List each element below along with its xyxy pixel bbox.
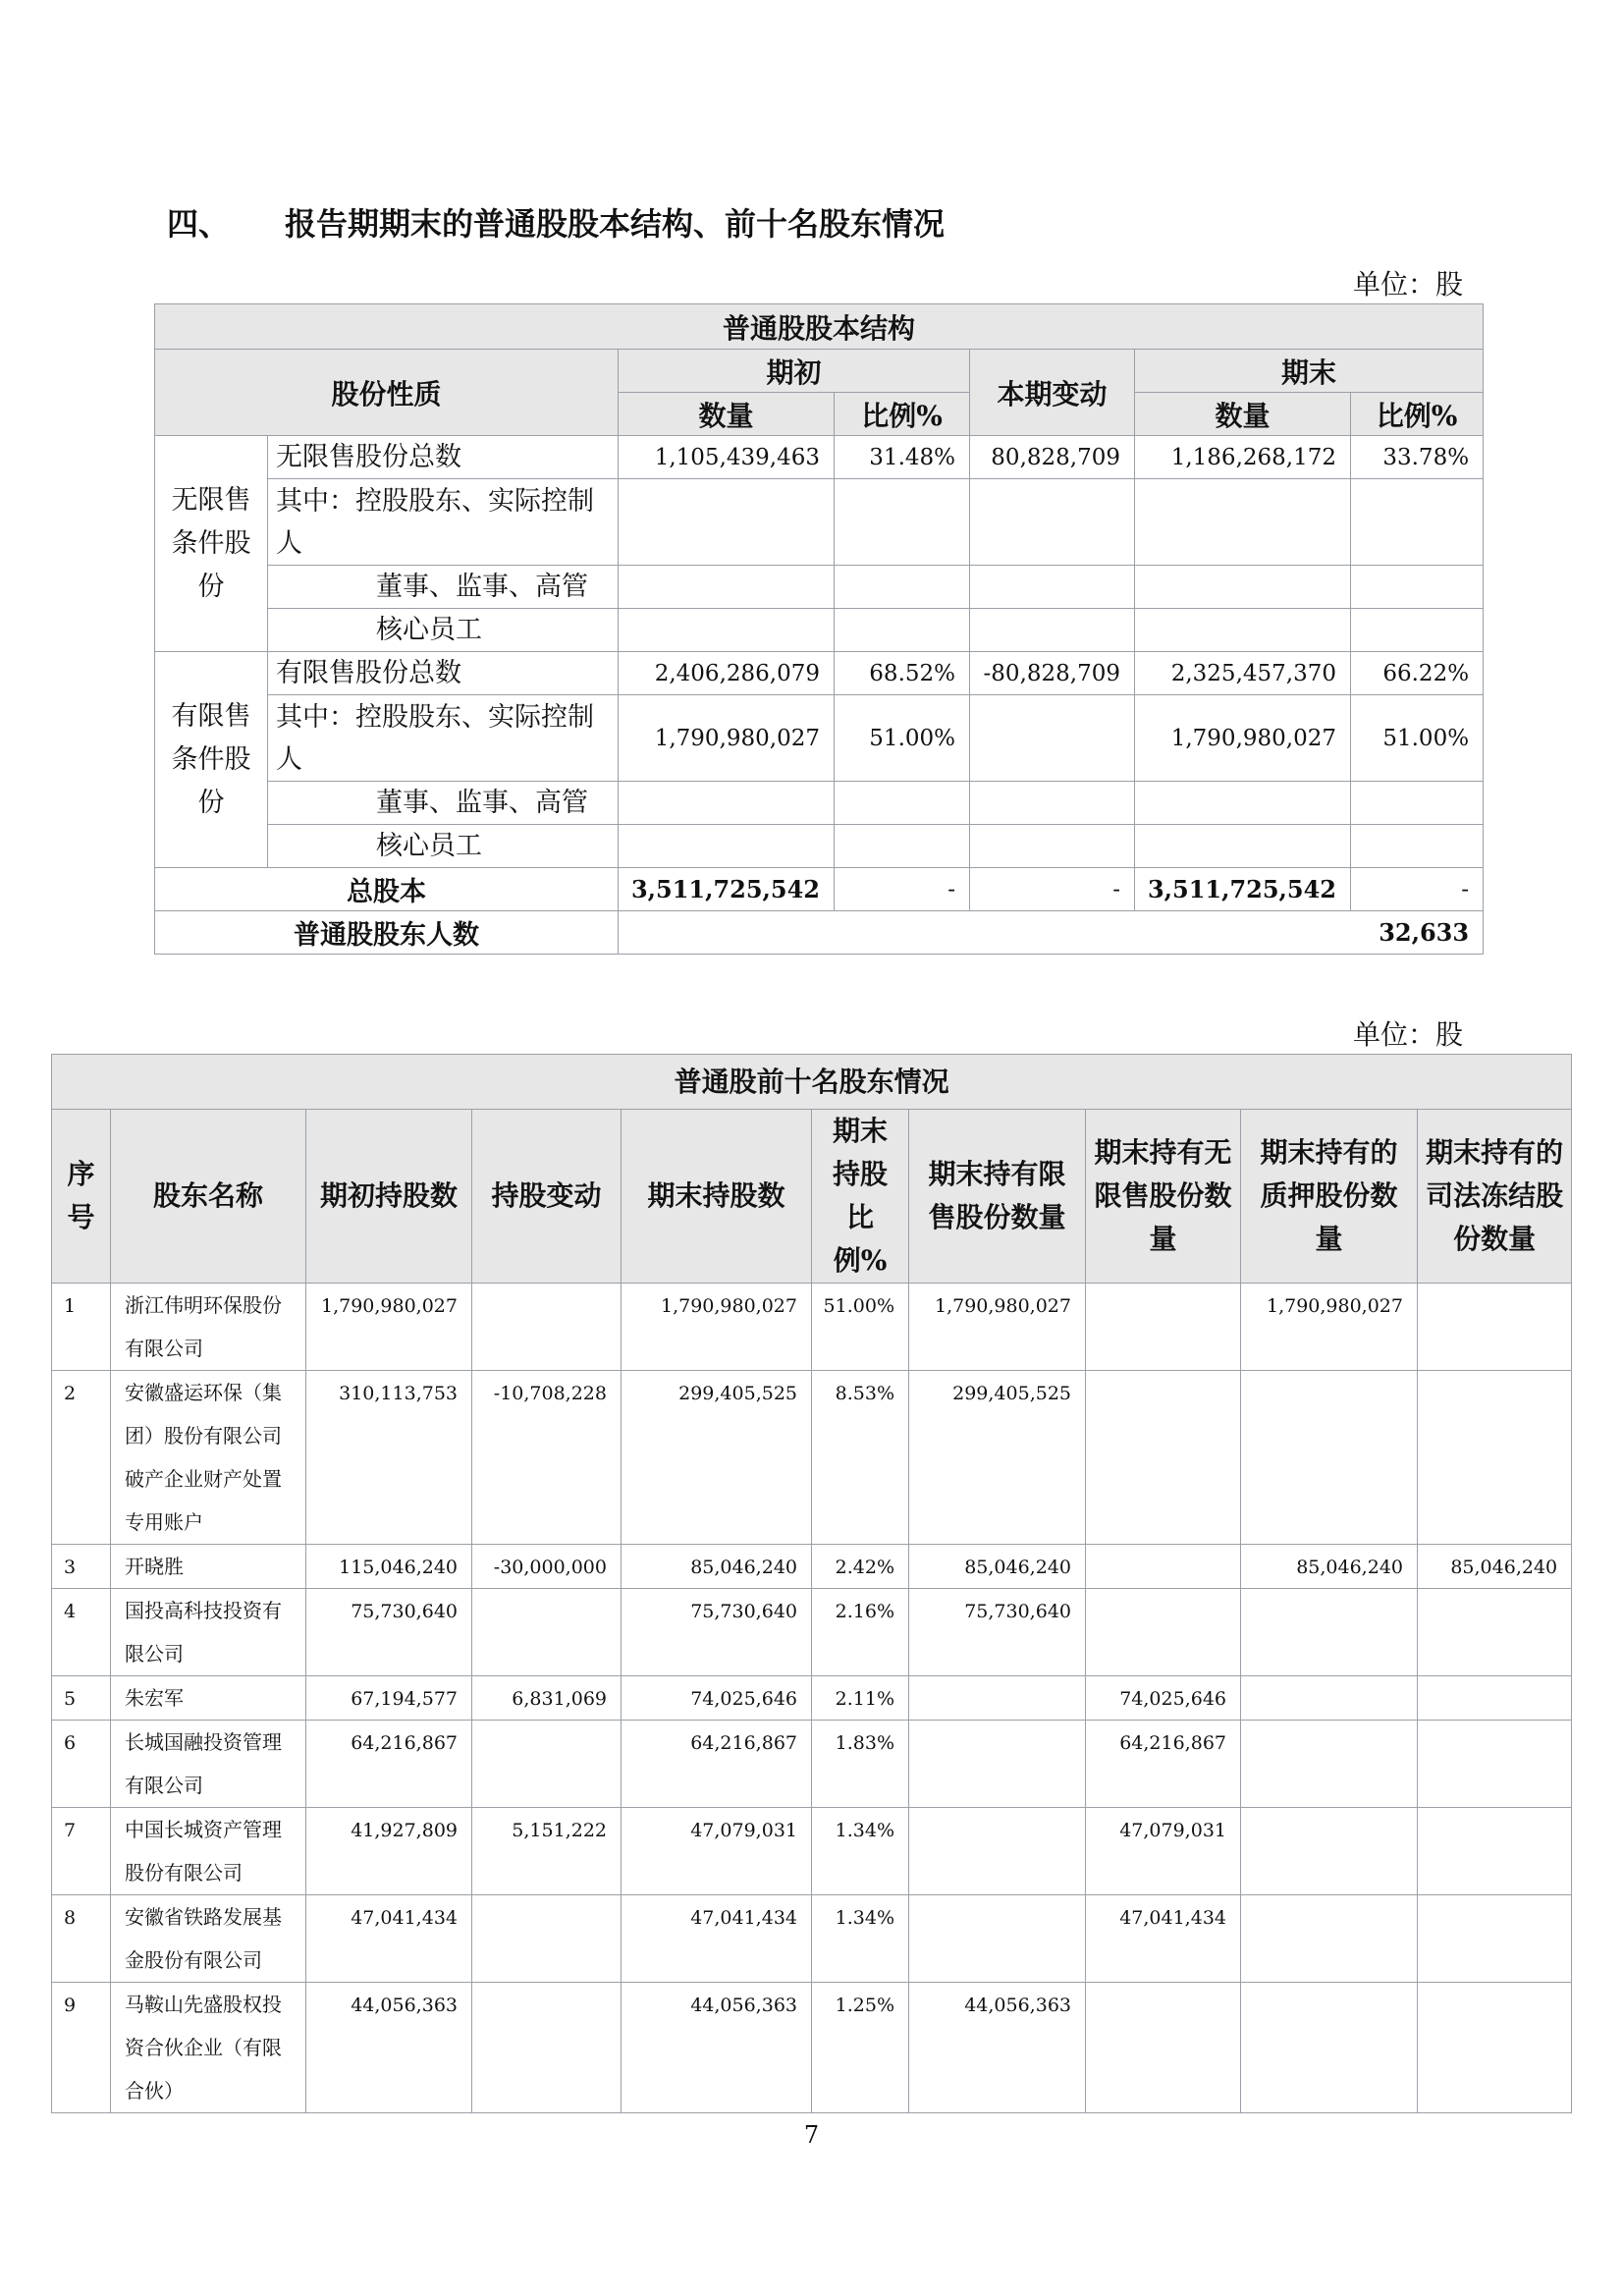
frozen-qty [1418, 1895, 1572, 1983]
table-row [52, 1371, 1572, 1545]
share-structure-table [154, 303, 1484, 955]
seq: 3 [52, 1545, 111, 1589]
col-share-nature: 股份性质 [155, 350, 619, 436]
unrestricted-qty [1086, 1371, 1241, 1545]
restricted-qty [909, 1808, 1086, 1895]
col-holding-change: 持股变动 [472, 1110, 622, 1284]
end-qty [1135, 566, 1351, 609]
start-ratio [835, 609, 970, 652]
pledged-qty [1241, 1808, 1418, 1895]
end-holding: 75,730,640 [622, 1589, 812, 1676]
total-end-qty: 3,511,725,542 [1135, 868, 1351, 911]
seq: 2 [52, 1371, 111, 1545]
col-period-change: 本期变动 [970, 350, 1135, 436]
pledged-qty: 85,046,240 [1241, 1545, 1418, 1589]
table-row [52, 1721, 1572, 1808]
pledged-qty [1241, 1589, 1418, 1676]
table2-body [52, 1284, 1572, 2113]
end-qty [1135, 479, 1351, 566]
change [970, 479, 1135, 566]
end-ratio: 1.83% [812, 1721, 909, 1808]
end-ratio: 66.22% [1351, 652, 1484, 695]
end-holding: 74,025,646 [622, 1676, 812, 1721]
table-row [52, 1589, 1572, 1676]
col-start-qty: 数量 [619, 393, 835, 436]
start-qty: 1,105,439,463 [619, 436, 835, 479]
start-holding: 44,056,363 [306, 1983, 472, 2113]
col-pledged: 期末持有的质押股份数量 [1241, 1110, 1418, 1284]
pledged-qty: 1,790,980,027 [1241, 1284, 1418, 1371]
restricted-qty [909, 1721, 1086, 1808]
unrestricted-qty [1086, 1983, 1241, 2113]
start-ratio: 68.52% [835, 652, 970, 695]
unit-label-1: 单位：股 [1353, 268, 1464, 301]
change: 80,828,709 [970, 436, 1135, 479]
pledged-qty [1241, 1676, 1418, 1721]
start-holding: 47,041,434 [306, 1895, 472, 1983]
start-qty [619, 566, 835, 609]
table1-title: 普通股股本结构 [155, 304, 1484, 350]
start-holding: 67,194,577 [306, 1676, 472, 1721]
end-holding: 44,056,363 [622, 1983, 812, 2113]
frozen-qty: 85,046,240 [1418, 1545, 1572, 1589]
holding-change: -10,708,228 [472, 1371, 622, 1545]
total-start-ratio: - [835, 868, 970, 911]
unrestricted-qty [1086, 1545, 1241, 1589]
end-ratio: 2.16% [812, 1589, 909, 1676]
start-holding: 64,216,867 [306, 1721, 472, 1808]
holder-name: 浙江伟明环保股份有限公司 [111, 1284, 306, 1371]
restricted-qty: 44,056,363 [909, 1983, 1086, 2113]
section-number: 四、 [167, 205, 231, 243]
unrestricted-qty [1086, 1284, 1241, 1371]
start-qty [619, 609, 835, 652]
holder-name: 国投高科技投资有限公司 [111, 1589, 306, 1676]
top-ten-shareholders-table [51, 1054, 1572, 2113]
total-end-ratio: - [1351, 868, 1484, 911]
end-holding: 85,046,240 [622, 1545, 812, 1589]
end-ratio: 51.00% [1351, 695, 1484, 782]
restricted-qty: 1,790,980,027 [909, 1284, 1086, 1371]
restricted-qty [909, 1895, 1086, 1983]
table-row [155, 652, 1484, 695]
change: -80,828,709 [970, 652, 1135, 695]
row-label: 核心员工 [268, 825, 619, 868]
col-frozen: 期末持有的司法冻结股份数量 [1418, 1110, 1572, 1284]
holding-change [472, 1284, 622, 1371]
table-row [52, 1545, 1572, 1589]
start-qty [619, 479, 835, 566]
col-seq: 序号 [52, 1110, 111, 1284]
holders-label: 普通股股东人数 [155, 911, 619, 955]
pledged-qty [1241, 1983, 1418, 2113]
end-ratio [1351, 479, 1484, 566]
table-row [155, 782, 1484, 825]
row-label: 其中：控股股东、实际控制人 [268, 479, 619, 566]
table-row [155, 566, 1484, 609]
table-row [155, 695, 1484, 782]
col-restricted: 期末持有限售股份数量 [909, 1110, 1086, 1284]
frozen-qty [1418, 1371, 1572, 1545]
seq: 7 [52, 1808, 111, 1895]
seq: 9 [52, 1983, 111, 2113]
row-label: 其中：控股股东、实际控制人 [268, 695, 619, 782]
end-ratio: 2.42% [812, 1545, 909, 1589]
total-start-qty: 3,511,725,542 [619, 868, 835, 911]
change [970, 825, 1135, 868]
unrestricted-qty: 47,079,031 [1086, 1808, 1241, 1895]
start-ratio [835, 479, 970, 566]
pledged-qty [1241, 1721, 1418, 1808]
end-holding: 64,216,867 [622, 1721, 812, 1808]
end-holding: 1,790,980,027 [622, 1284, 812, 1371]
table-row [155, 609, 1484, 652]
restricted-qty: 299,405,525 [909, 1371, 1086, 1545]
seq: 8 [52, 1895, 111, 1983]
end-holding: 299,405,525 [622, 1371, 812, 1545]
end-ratio [1351, 782, 1484, 825]
start-qty [619, 825, 835, 868]
holder-name: 长城国融投资管理有限公司 [111, 1721, 306, 1808]
col-start-ratio: 比例% [835, 393, 970, 436]
col-period-end: 期末 [1135, 350, 1484, 393]
end-qty [1135, 609, 1351, 652]
end-ratio: 1.34% [812, 1895, 909, 1983]
col-end-qty: 数量 [1135, 393, 1351, 436]
group-unrestricted: 无限售条件股份 [155, 436, 268, 652]
table-row [155, 825, 1484, 868]
start-qty [619, 782, 835, 825]
end-ratio: 1.25% [812, 1983, 909, 2113]
col-end-ratio: 比例% [1351, 393, 1484, 436]
end-ratio [1351, 825, 1484, 868]
change [970, 566, 1135, 609]
table-row [52, 1808, 1572, 1895]
end-qty: 2,325,457,370 [1135, 652, 1351, 695]
restricted-qty [909, 1676, 1086, 1721]
restricted-qty: 75,730,640 [909, 1589, 1086, 1676]
holder-name: 开晓胜 [111, 1545, 306, 1589]
start-holding: 75,730,640 [306, 1589, 472, 1676]
start-qty: 1,790,980,027 [619, 695, 835, 782]
holding-change: 6,831,069 [472, 1676, 622, 1721]
unrestricted-qty: 74,025,646 [1086, 1676, 1241, 1721]
col-unrestricted: 期末持有无限售股份数量 [1086, 1110, 1241, 1284]
holding-change [472, 1589, 622, 1676]
end-ratio [1351, 566, 1484, 609]
holders-value: 32,633 [619, 911, 1484, 955]
end-holding: 47,041,434 [622, 1895, 812, 1983]
pledged-qty [1241, 1371, 1418, 1545]
row-label: 有限售股份总数 [268, 652, 619, 695]
start-ratio: 31.48% [835, 436, 970, 479]
col-period-start: 期初 [619, 350, 970, 393]
change [970, 782, 1135, 825]
end-ratio: 51.00% [812, 1284, 909, 1371]
holding-change: -30,000,000 [472, 1545, 622, 1589]
col-end-ratio: 期末持股比例% [812, 1110, 909, 1284]
seq: 5 [52, 1676, 111, 1721]
seq: 6 [52, 1721, 111, 1808]
change [970, 609, 1135, 652]
start-qty: 2,406,286,079 [619, 652, 835, 695]
end-qty: 1,790,980,027 [1135, 695, 1351, 782]
end-holding: 47,079,031 [622, 1808, 812, 1895]
col-start-holding: 期初持股数 [306, 1110, 472, 1284]
holders-row [155, 911, 1484, 955]
holder-name: 中国长城资产管理股份有限公司 [111, 1808, 306, 1895]
holder-name: 安徽省铁路发展基金股份有限公司 [111, 1895, 306, 1983]
seq: 4 [52, 1589, 111, 1676]
holding-change: 5,151,222 [472, 1808, 622, 1895]
end-qty: 1,186,268,172 [1135, 436, 1351, 479]
holder-name: 朱宏军 [111, 1676, 306, 1721]
table2-title: 普通股前十名股东情况 [52, 1055, 1572, 1110]
holder-name: 马鞍山先盛股权投资合伙企业（有限合伙） [111, 1983, 306, 2113]
frozen-qty [1418, 1721, 1572, 1808]
pledged-qty [1241, 1895, 1418, 1983]
start-holding: 310,113,753 [306, 1371, 472, 1545]
frozen-qty [1418, 1983, 1572, 2113]
table-row [52, 1284, 1572, 1371]
row-label: 无限售股份总数 [268, 436, 619, 479]
start-ratio [835, 825, 970, 868]
table-row [155, 436, 1484, 479]
end-ratio [1351, 609, 1484, 652]
table-row [52, 1983, 1572, 2113]
unrestricted-qty: 47,041,434 [1086, 1895, 1241, 1983]
total-label: 总股本 [155, 868, 619, 911]
frozen-qty [1418, 1676, 1572, 1721]
end-ratio: 1.34% [812, 1808, 909, 1895]
total-row [155, 868, 1484, 911]
holding-change [472, 1721, 622, 1808]
frozen-qty [1418, 1284, 1572, 1371]
frozen-qty [1418, 1808, 1572, 1895]
table-row [52, 1895, 1572, 1983]
table-row [155, 479, 1484, 566]
page-number: 7 [803, 2121, 820, 2149]
section-title [167, 199, 945, 245]
frozen-qty [1418, 1589, 1572, 1676]
col-end-holding: 期末持股数 [622, 1110, 812, 1284]
holder-name: 安徽盛运环保（集团）股份有限公司破产企业财产处置专用账户 [111, 1371, 306, 1545]
unrestricted-qty: 64,216,867 [1086, 1721, 1241, 1808]
seq: 1 [52, 1284, 111, 1371]
table-row [52, 1676, 1572, 1721]
holding-change [472, 1895, 622, 1983]
start-ratio [835, 782, 970, 825]
end-ratio: 8.53% [812, 1371, 909, 1545]
col-holder-name: 股东名称 [111, 1110, 306, 1284]
end-ratio: 33.78% [1351, 436, 1484, 479]
row-label: 董事、监事、高管 [268, 566, 619, 609]
total-change: - [970, 868, 1135, 911]
start-holding: 115,046,240 [306, 1545, 472, 1589]
row-label: 董事、监事、高管 [268, 782, 619, 825]
unit-label-2: 单位：股 [1353, 1018, 1464, 1051]
change [970, 695, 1135, 782]
start-holding: 1,790,980,027 [306, 1284, 472, 1371]
start-ratio: 51.00% [835, 695, 970, 782]
restricted-qty: 85,046,240 [909, 1545, 1086, 1589]
section-heading: 报告期期末的普通股股本结构、前十名股东情况 [285, 205, 946, 243]
end-qty [1135, 782, 1351, 825]
group-restricted: 有限售条件股份 [155, 652, 268, 868]
holding-change [472, 1983, 622, 2113]
row-label: 核心员工 [268, 609, 619, 652]
end-qty [1135, 825, 1351, 868]
start-ratio [835, 566, 970, 609]
unrestricted-qty [1086, 1589, 1241, 1676]
start-holding: 41,927,809 [306, 1808, 472, 1895]
end-ratio: 2.11% [812, 1676, 909, 1721]
